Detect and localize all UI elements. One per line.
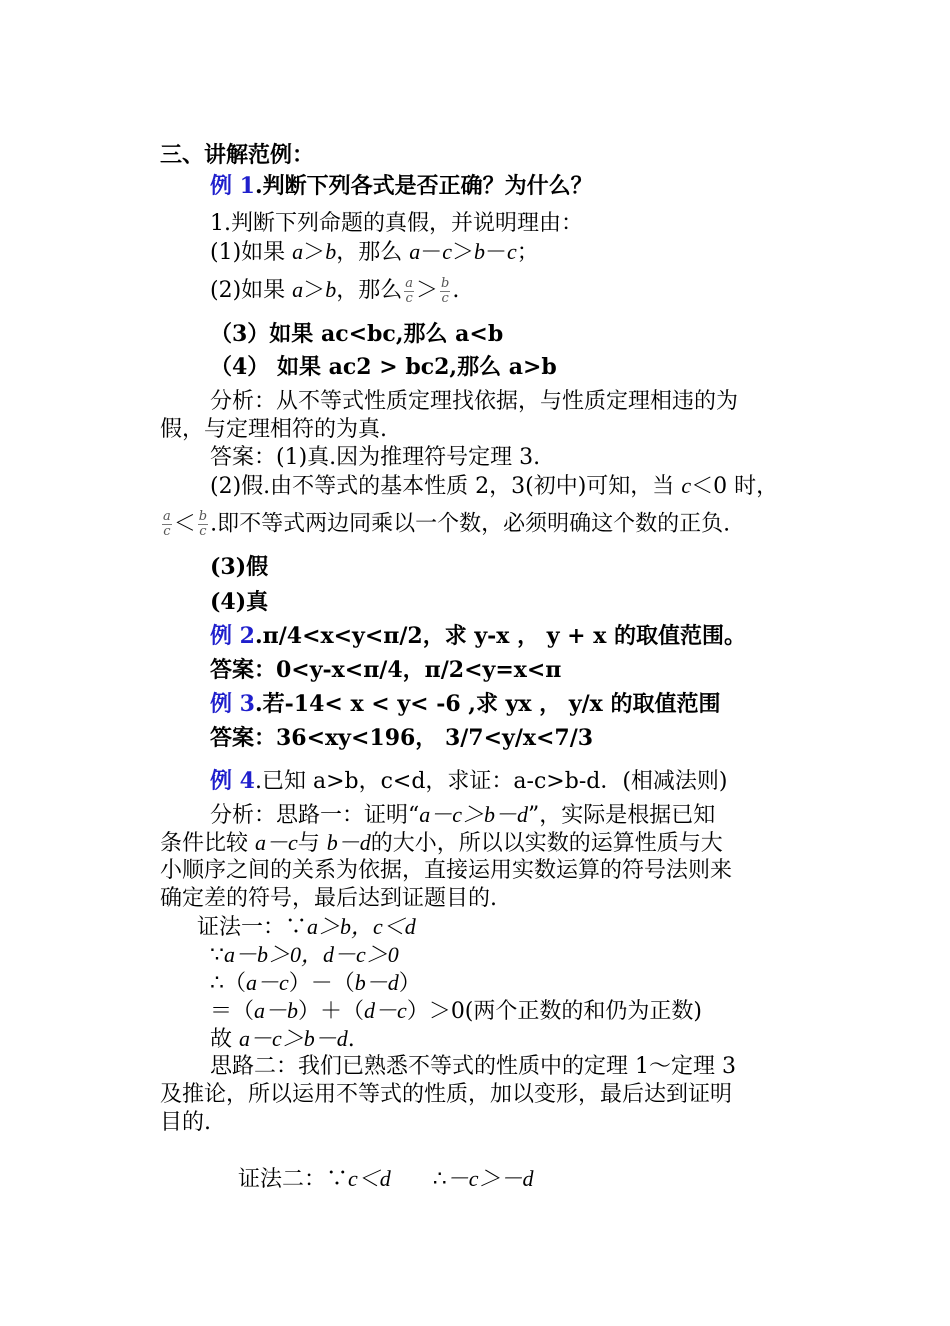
approach-2-line-3: 目的. [160,1110,211,1135]
ex4-analysis-3: 小顺序之间的关系为依据，直接运用实数运算的符号法则来 [160,858,733,883]
example-1-heading [210,172,593,200]
example-2-answer: 答案：0<y-x<π/4，π/2<y=x<π [210,657,562,683]
proposition-2: (2)如果 a＞b，那么 $\frac{a}{c}$ ＞ $\frac{b}{c}$ . [210,275,460,306]
analysis-line-2: 假，与定理相符的为真. [160,417,387,442]
answer-line-1: 答案：(1)真.因为推理符号定理 3. [210,445,541,470]
proposition-3: （3）如果 ac<bc,那么 a<b [210,321,504,347]
answer-line-3: $\frac{a}{c}$ ＜ $\frac{b}{c}$ .即不等式两边同乘以一个数，必须明确这个数的正负. [163,509,731,539]
example-4-question: .已知 a>b，c<d，求证：a-c>b-d．(相减法则) [254,769,728,794]
example-3-answer: 答案：36<xy<196， 3/7<y/x<7/3 [210,725,594,751]
section-title: 三、讲解范例： [160,142,315,168]
example-4-heading [210,767,728,796]
fraction-b-over-c-2: $\frac{b}{c}$ [198,509,208,539]
example-2-heading [210,622,746,650]
answer-3: (3)假 [210,554,269,580]
proof-1-line-5: 故 a－c＞b－d. [210,1026,355,1052]
proof-1-line-4: ＝（a－b）＋（d－c）＞0(两个正数的和仍为正数) [210,998,702,1024]
example-2-label: 例 2 [210,623,255,649]
proof-1-line-3: ∴（a－c）－（b－d） [210,970,421,996]
example-4-label: 例 4 [210,768,255,794]
fraction-a-over-c-2: $\frac{a}{c}$ [163,509,171,539]
analysis-line-1: 分析：从不等式性质定理找依据，与性质定理相违的为 [210,389,739,414]
fraction-b-over-c: $\frac{b}{c}$ [440,275,450,306]
example-1-question: .判断下列各式是否正确？为什么？ [254,173,593,199]
ex4-analysis-2: 条件比较 a－c与 b－d的大小，所以以实数的运算性质与大 [160,830,723,856]
approach-2-line-2: 及推论，所以运用不等式的性质，加以变形，最后达到证明 [160,1082,733,1107]
example-2-question: .π/4<x<y<π/2，求 y-x ， y + x 的取值范围。 [254,623,747,649]
proof-2-line-1: 证法二：∵c＜d ∴－c＞－d [237,1166,534,1192]
proof-1-line-2: ∵a－b＞0，d－c＞0 [210,942,399,968]
example-1-label: 例 1 [210,173,255,199]
ex4-analysis-4: 确定差的符号，最后达到证题目的. [160,886,497,911]
fraction-a-over-c: $\frac{a}{c}$ [405,275,413,306]
example-1-intro: 1.判断下列命题的真假，并说明理由： [210,211,583,236]
answer-line-2: (2)假.由不等式的基本性质 2，3(初中)可知，当 c＜0 时， [210,473,779,499]
example-3-question: .若-14< x < y< -6 ,求 yx ， y/x 的取值范围 [254,691,721,717]
proof-1-line-1: 证法一：∵a＞b，c＜d [197,914,416,940]
proposition-1: (1)如果 a＞b，那么 a－c＞b－c； [210,239,539,265]
approach-2-line-1: 思路二：我们已熟悉不等式的性质中的定理 1～定理 3 [210,1054,736,1079]
proposition-4: （4） 如果 ac2 > bc2,那么 a>b [210,354,557,380]
ex4-analysis-1: 分析：思路一：证明“a－c＞b－d”，实际是根据已知 [210,802,716,828]
example-3-heading [210,690,720,718]
answer-4: (4)真 [210,589,269,615]
example-3-label: 例 3 [210,691,255,717]
